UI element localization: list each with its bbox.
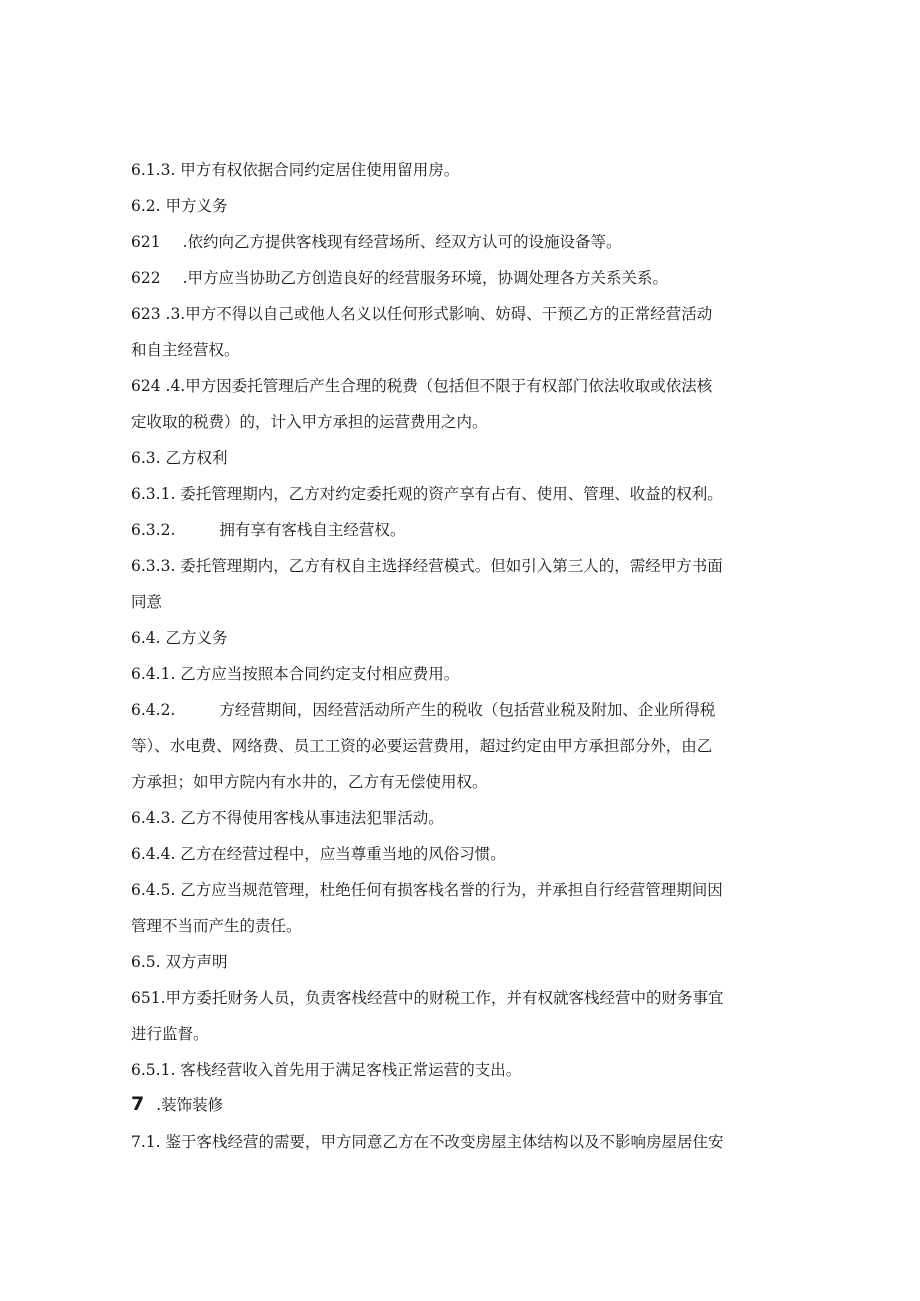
- clause-6-4-2: [131, 700, 796, 720]
- clause-6-2-4: [131, 376, 796, 396]
- clause-6-4-4: [131, 844, 796, 864]
- clause-text: 6.4.1. 乙方应当按照本合同约定支付相应费用。: [131, 665, 460, 683]
- clause-text: 同意: [131, 593, 163, 611]
- section-6-2-heading: [131, 196, 796, 216]
- section-6-4-heading: [131, 628, 796, 648]
- clause-7-1: [131, 1132, 796, 1152]
- clause-text: 6.4. 乙方义务: [131, 629, 228, 647]
- clause-number: 6.4.2.: [131, 701, 176, 719]
- clause-6-2-2: [131, 268, 796, 288]
- section-6-5-heading: [131, 952, 796, 972]
- clause-6-3-2: [131, 520, 796, 540]
- clause-text: 623 .3.甲方不得以自己或他人名义以任何形式影响、妨碍、干预乙方的正常经营活动: [131, 305, 713, 323]
- clause-6-4-1: [131, 664, 796, 684]
- section-6-3-heading: [131, 448, 796, 468]
- clause-text: 6.2. 甲方义务: [131, 197, 228, 215]
- clause-text: 651.甲方委托财务人员，负责客栈经营中的财税工作，并有权就客栈经营中的财务事宜: [131, 989, 724, 1007]
- clause-text: 6.3.1. 委托管理期内，乙方对约定委托观的资产享有占有、使用、管理、收益的权利。: [131, 485, 723, 503]
- clause-text: 6.3.3. 委托管理期内，乙方有权自主选择经营模式。但如引入第三人的，需经甲方书面: [131, 557, 723, 575]
- clause-6-3-1: [131, 484, 796, 504]
- clause-text: 方经营期间，因经营活动所产生的税收（包括营业税及附加、企业所得税: [219, 701, 716, 719]
- clause-6-2-3: [131, 304, 796, 324]
- clause-6-1-3: [131, 160, 796, 180]
- clause-text: 拥有享有客栈自主经营权。: [219, 521, 406, 539]
- clause-6-5-1-a-cont: [131, 1024, 796, 1044]
- clause-text: .依约向乙方提供客栈现有经营场所、经双方认可的设施设备等。: [182, 233, 622, 251]
- section-number: 7: [131, 1094, 145, 1115]
- clause-text: 定收取的税费）的，计入甲方承担的运营费用之内。: [131, 413, 488, 431]
- clause-6-4-2-cont: [131, 736, 796, 756]
- clause-6-4-3: [131, 808, 796, 828]
- clause-text: 等）、水电费、网络费、员工工资的必要运营费用，超过约定由甲方承担部分外，由乙: [131, 737, 713, 755]
- clause-6-4-2-cont2: [131, 772, 796, 792]
- clause-text: .甲方应当协助乙方创造良好的经营服务环境，协调处理各方关系关系。: [182, 269, 669, 287]
- clause-text: 6.4.4. 乙方在经营过程中，应当尊重当地的风俗习惯。: [131, 845, 506, 863]
- clause-6-2-4-cont: [131, 412, 796, 432]
- clause-6-4-5-cont: [131, 916, 796, 936]
- clause-6-4-5: [131, 880, 796, 900]
- clause-text: 6.5.1. 客栈经营收入首先用于满足客栈正常运营的支出。: [131, 1061, 522, 1079]
- clause-6-5-1-a: [131, 988, 796, 1008]
- clause-number: 6.3.2.: [131, 521, 176, 539]
- clause-text: 6.4.5. 乙方应当规范管理，杜绝任何有损客栈名誉的行为，并承担自行经营管理期间因: [131, 881, 723, 899]
- clause-6-3-3-cont: [131, 592, 796, 612]
- clause-text: 进行监督。: [131, 1025, 209, 1043]
- clause-text: .装饰装修: [156, 1096, 224, 1114]
- clause-text: 6.1.3. 甲方有权依据合同约定居住使用留用房。: [131, 161, 460, 179]
- clause-text: 方承担；如甲方院内有水井的，乙方有无偿使用权。: [131, 773, 488, 791]
- clause-number: 622: [131, 269, 161, 287]
- section-7-heading: [131, 1094, 796, 1115]
- clause-6-2-1: [131, 232, 796, 252]
- clause-text: 6.3. 乙方权利: [131, 449, 228, 467]
- clause-6-5-1-b: [131, 1060, 796, 1080]
- clause-text: 6.5. 双方声明: [131, 953, 228, 971]
- clause-6-2-3-cont: [131, 340, 796, 360]
- clause-text: 6.4.3. 乙方不得使用客栈从事违法犯罪活动。: [131, 809, 444, 827]
- clause-text: 管理不当而产生的责任。: [131, 917, 302, 935]
- clause-number: 621: [131, 233, 161, 251]
- clause-text: 624 .4.甲方因委托管理后产生合理的税费（包括但不限于有权部门依法收取或依法核: [131, 377, 713, 395]
- clause-text: 和自主经营权。: [131, 341, 240, 359]
- clause-text: 7.1. 鉴于客栈经营的需要，甲方同意乙方在不改变房屋主体结构以及不影响房屋居住安: [131, 1133, 724, 1151]
- clause-6-3-3: [131, 556, 796, 576]
